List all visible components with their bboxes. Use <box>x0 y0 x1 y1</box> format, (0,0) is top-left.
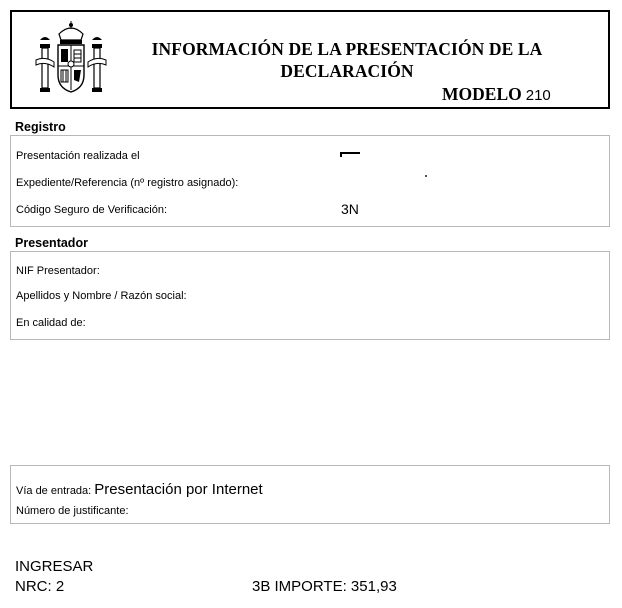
stray-dot <box>425 175 427 177</box>
field-value-via: Presentación por Internet <box>94 481 263 498</box>
presentador-box <box>10 251 610 340</box>
field-value-csv: 3N <box>341 201 359 217</box>
importe-label: 3B IMPORTE: 351,93 <box>252 578 397 595</box>
field-label-presentacion: Presentación realizada el <box>16 150 140 162</box>
field-label-calidad: En calidad de: <box>16 317 86 329</box>
field-label-apellidos: Apellidos y Nombre / Razón social: <box>16 290 187 302</box>
field-label-csv: Código Seguro de Verificación: <box>16 204 168 216</box>
title-line-2: DECLARACIÓN <box>280 61 414 81</box>
field-label-via: Vía de entrada: <box>16 485 92 497</box>
entrada-box <box>10 465 610 524</box>
document-title <box>122 38 572 82</box>
field-label-nif: NIF Presentador: <box>16 265 100 277</box>
section-title-presentador: Presentador <box>15 236 88 250</box>
title-line-1: INFORMACIÓN DE LA PRESENTACIÓN DE LA <box>151 39 543 59</box>
modelo-label-group <box>442 84 551 105</box>
document-header <box>10 10 610 109</box>
spain-coat-of-arms-icon <box>34 20 108 102</box>
modelo-label: MODELO <box>442 84 522 104</box>
ingresar-label: INGRESAR <box>15 558 94 575</box>
modelo-number: 210 <box>525 87 551 104</box>
via-entrada-group <box>16 481 263 498</box>
field-label-expediente: Expediente/Referencia (nº registro asignado): <box>16 177 239 189</box>
field-label-justificante: Número de justificante: <box>16 505 129 517</box>
registro-box <box>10 135 610 227</box>
redaction-mark <box>340 152 360 157</box>
section-title-registro: Registro <box>15 120 66 134</box>
nrc-label: NRC: 2 <box>15 578 65 595</box>
